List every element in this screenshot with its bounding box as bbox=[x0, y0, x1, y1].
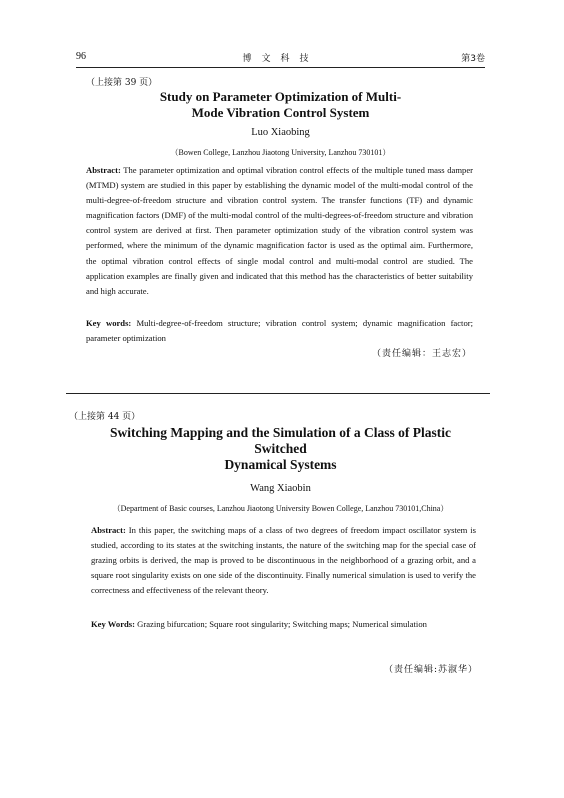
keywords-text: Multi-degree-of-freedom structure; vibration control system; dynamic magnification factor; parameter optimization bbox=[86, 318, 473, 344]
running-header bbox=[76, 51, 485, 65]
abstract-label: Abstract: bbox=[91, 525, 126, 535]
header-rule bbox=[76, 67, 485, 68]
article-2-title-line-3: Dynamical Systems bbox=[224, 457, 337, 472]
article-2-keywords bbox=[91, 617, 476, 632]
article-2-editor-note: （责任编辑:苏淑华） bbox=[383, 665, 478, 675]
article-2-author: Wang Xiaobin bbox=[250, 483, 311, 494]
abstract-text: The parameter optimization and optimal vibration control effects of the multiple tuned mass damper (MTMD) system are studied in this paper by establishing the dynamic model of the multi-modal control of the multi-degree-of-freedom structure and vibration control system. The transfer functions (TF) and dynamic magnification factors (DMF) of the multi-modal control of the multi-degrees-of-freedom structure and vibration control system are derived at first. Then parameter optimization study of the vibration control system was performed, where the minimum of the dynamic magnification factor is used as the optimal aim. Furthermore, the optimal vibration control effects of single modal control and multi-modal control are studied. The application examples are finally given and indicated that this method has the characteristics of better suitability and high accurate. bbox=[86, 165, 473, 296]
article-1-editor-note: （责任编辑：王志宏） bbox=[371, 349, 472, 359]
article-1-abstract bbox=[86, 163, 473, 299]
article-2-affiliation: （Department of Basic courses, Lanzhou Jiaotong University Bowen College, Lanzhou 730101,China） bbox=[112, 504, 449, 513]
journal-title: 博文科技 bbox=[242, 54, 319, 64]
section-divider bbox=[66, 393, 490, 394]
article-1-keywords bbox=[86, 316, 473, 346]
article-1-author: Luo Xiaobing bbox=[251, 127, 310, 138]
page-number: 96 bbox=[76, 51, 86, 62]
article-2-title-line-1: Switching Mapping and the Simulation of a Class of Plastic bbox=[110, 425, 451, 440]
keywords-text: Grazing bifurcation; Square root singularity; Switching maps; Numerical simulation bbox=[137, 619, 427, 629]
continued-note-1: （上接第 39 页） bbox=[86, 78, 158, 88]
abstract-text: In this paper, the switching maps of a class of two degrees of freedom impact oscillator system is studied, according to its states at the switching instants, the nature of the switching map for the special case of grazing orbits is derived, the map is proved to be discontinuous in the neighborhood of a grazing orbit, and a square root singularity exists on one side of the discontinuity. Finally numerical simulation is used to verify the correctness and effectiveness of the relevant theory. bbox=[91, 525, 476, 596]
article-1-title-line-1: Study on Parameter Optimization of Multi- bbox=[159, 89, 402, 104]
article-1-title-line-2: Mode Vibration Control System bbox=[191, 105, 370, 120]
article-2-abstract bbox=[91, 523, 476, 598]
volume-label: 第3卷 bbox=[461, 54, 485, 64]
article-1-title bbox=[76, 89, 485, 121]
article-2-title-line-2: Switched bbox=[254, 441, 307, 456]
keywords-label: Key words: bbox=[86, 318, 132, 328]
continued-note-2: （上接第 44 页） bbox=[69, 412, 141, 422]
keywords-label: Key Words: bbox=[91, 619, 136, 629]
abstract-label: Abstract: bbox=[86, 165, 121, 175]
article-1-affiliation: （Bowen College, Lanzhou Jiaotong University, Lanzhou 730101） bbox=[170, 148, 391, 157]
article-2-title bbox=[76, 425, 485, 473]
